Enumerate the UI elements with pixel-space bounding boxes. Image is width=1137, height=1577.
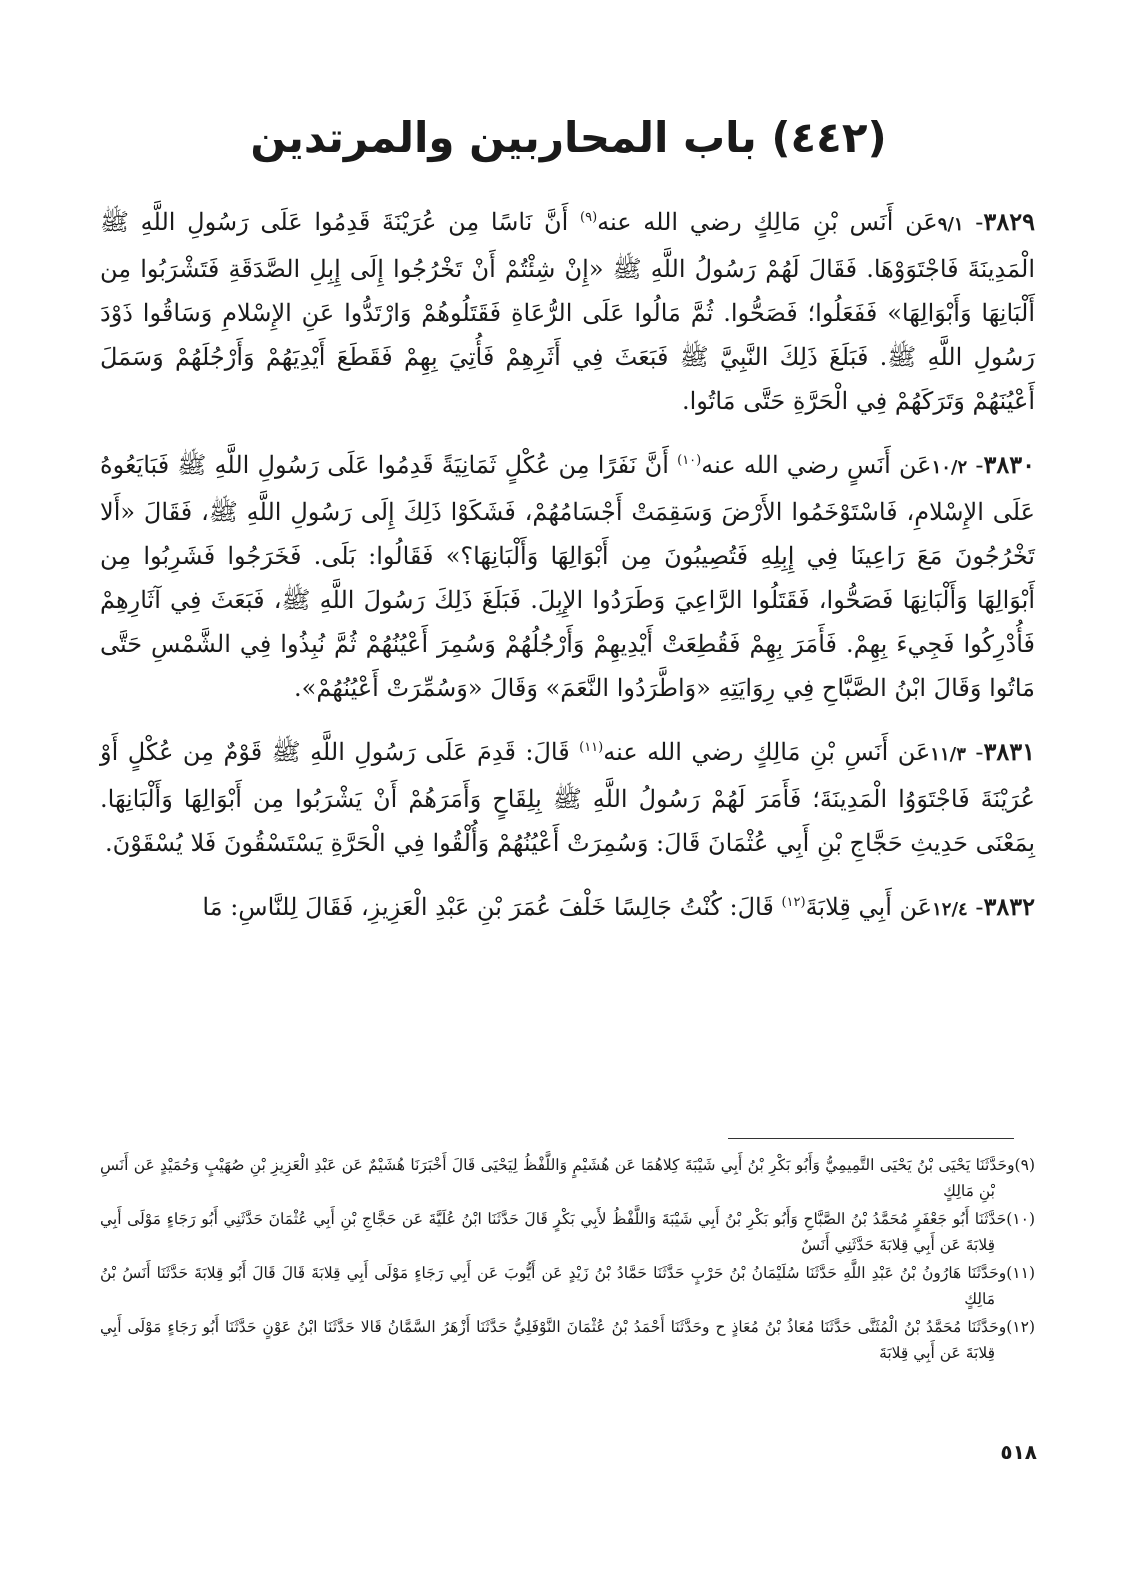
hadith-number: ٣٨٣٠ <box>983 450 1035 479</box>
hadith-narrator: عَن أَبِي قِلابَةَ <box>805 893 933 921</box>
hadith-narrator: عَن أَنَسِ بْنِ مَالِكٍ رضي الله عنه <box>603 738 931 766</box>
hadith-number: ٣٨٣٢ <box>983 892 1035 921</box>
hadith-3829: ٣٨٢٩- ٩/١عَن أَنَس بْنِ مَالِكٍ رضي الله عنه$^{(٩)}$ أَنَّ نَاسًا مِن عُرَيْنَةَ قَدِمُوا عَلَى رَسُولِ اللَّهِ ﷺ الْمَدِينَةَ فَاجْتَوَوْهَا. فَقَالَ لَهُمْ رَسُولُ اللَّهِ ﷺ «إِنْ شِئْتُمْ أَنْ تَخْرُجُوا إِلَى إِبِلِ الصَّدَقَةِ فَتَشْرَبُوا مِن أَلْبَانِهَا وَأَبْوَالِهَا» فَفَعَلُوا؛ فَصَحُّوا. ثُمَّ مَالُوا عَلَى الرُّعَاةِ فَقَتَلُوهُمْ وَارْتَدُّوا عَنِ الإِسْلامِ وَسَاقُوا ذَوْدَ رَسُولِ اللَّهِ ﷺ. فَبَلَغَ ذَلِكَ النَّبِيَّ ﷺ فَبَعَثَ فِي أَثَرِهِمْ فَأُتِيَ بِهِمْ فَقَطَعَ أَيْدِيَهُمْ وَأَرْجُلَهُمْ وَسَمَلَ أَعْيُنَهُمْ وَتَرَكَهُمْ فِي الْحَرَّةِ حَتَّى مَاتُوا. <box>100 207 1036 415</box>
hadith-body <box>100 196 1035 948</box>
chapter-title: (٤٤٢) باب المحاربين والمرتدين <box>250 113 887 162</box>
hadith-sub-number: ١٢/٤ <box>932 899 968 920</box>
hadith-3830: ٣٨٣٠- ١٠/٢عَن أَنَسٍ رضي الله عنه$^{(١٠)}$ أَنَّ نَفَرًا مِن عُكْلٍ ثَمَانِيَةً قَدِمُوا عَلَى رَسُولِ اللَّهِ ﷺ فَبَايَعُوهُ عَلَى الإِسْلامِ، فَاسْتَوْخَمُوا الأَرْضَ وَسَقِمَتْ أَجْسَامُهُمْ، فَشَكَوْا ذَلِكَ إِلَى رَسُولِ اللَّهِ ﷺ، فَقَالَ «أَلا تَخْرُجُونَ مَعَ رَاعِينَا فِي إِبِلِهِ فَتُصِيبُونَ مِن أَبْوَالِهَا وَأَلْبَانِهَا؟» فَقَالُوا: بَلَى. فَخَرَجُوا فَشَرِبُوا مِن أَبْوَالِهَا وَأَلْبَانِهَا فَصَحُّوا، فَقَتَلُوا الرَّاعِيَ وَطَرَدُوا الإِبِلَ. فَبَلَغَ ذَلِكَ رَسُولَ اللَّهِ ﷺ، فَبَعَثَ فِي آثَارِهِمْ فَأُدْرِكُوا فَجِيءَ بِهِمْ. فَأَمَرَ بِهِمْ فَقُطِعَتْ أَيْدِيهِمْ وَأَرْجُلُهُمْ وَسُمِرَ أَعْيُنُهُمْ ثُمَّ نُبِذُوا فِي الشَّمْسِ حَتَّى مَاتُوا وَقَالَ ابْنُ الصَّبَّاحِ فِي رِوَايَتِهِ «وَاطَّرَدُوا النَّعَمَ» وَقَالَ «وَسُمِّرَتْ أَعْيُنُهُمْ». <box>100 450 1035 702</box>
footnotes <box>100 1152 1035 1368</box>
hadith-narrator: عَن أَنَسٍ رضي الله عنه <box>701 451 932 479</box>
hadith-number: ٣٨٢٩ <box>983 207 1035 236</box>
hadith-3832: ٣٨٣٢- ١٢/٤عَن أَبِي قِلابَةَ$^{(١٢)}$ قَالَ: كُنْتُ جَالِسًا خَلْفَ عُمَرَ بْنِ عَبْدِ الْعَزِيزِ، فَقَالَ لِلنَّاسِ: مَا <box>202 892 1035 921</box>
hadith-text: قَالَ: كُنْتُ جَالِسًا خَلْفَ عُمَرَ بْنِ عَبْدِ الْعَزِيزِ، فَقَالَ لِلنَّاسِ: مَا <box>202 893 782 921</box>
footnote-ref[interactable]: (١٠) <box>677 453 702 468</box>
footnote-ref[interactable]: (١١) <box>579 740 604 755</box>
hadith-number: ٣٨٣١ <box>983 737 1035 766</box>
hadith-3831: ٣٨٣١- ١١/٣عَن أَنَسِ بْنِ مَالِكٍ رضي الله عنه$^{(١١)}$ قَالَ: قَدِمَ عَلَى رَسُولِ اللَّهِ ﷺ قَوْمٌ مِن عُكْلٍ أَوْ عُرَيْنَةَ فَاجْتَوَوُا الْمَدِينَةَ؛ فَأَمَرَ لَهُمْ رَسُولُ اللَّهِ ﷺ بِلِقَاحٍ وَأَمَرَهُمْ أَنْ يَشْرَبُوا مِن أَبْوَالِهَا وَأَلْبَانِهَا. بِمَعْنَى حَدِيثِ حَجَّاجِ بْنِ أَبِي عُثْمَانَ قَالَ: وَسُمِرَتْ أَعْيُنُهُمْ وَأُلْقُوا فِي الْحَرَّةِ يَسْتَسْقُونَ فَلا يُسْقَوْنَ. <box>100 737 1035 857</box>
footnote-divider <box>728 1138 1014 1139</box>
hadith-text: قَالَ: قَدِمَ عَلَى رَسُولِ اللَّهِ ﷺ قَوْمٌ مِن عُكْلٍ أَوْ عُرَيْنَةَ فَاجْتَوَوُا الْمَدِينَةَ؛ فَأَمَرَ لَهُمْ رَسُولُ اللَّهِ ﷺ بِلِقَاحٍ وَأَمَرَهُمْ أَنْ يَشْرَبُوا مِن أَبْوَالِهَا وَأَلْبَانِهَا. بِمَعْنَى حَدِيثِ حَجَّاجِ بْنِ أَبِي عُثْمَانَ قَالَ: وَسُمِرَتْ أَعْيُنُهُمْ وَأُلْقُوا فِي الْحَرَّةِ يَسْتَسْقُونَ فَلا يُسْقَوْنَ. <box>100 738 1035 857</box>
hadith-text: أَنَّ نَاسًا مِن عُرَيْنَةَ قَدِمُوا عَلَى رَسُولِ اللَّهِ ﷺ الْمَدِينَةَ فَاجْتَوَوْهَا. فَقَالَ لَهُمْ رَسُولُ اللَّهِ ﷺ «إِنْ شِئْتُمْ أَنْ تَخْرُجُوا إِلَى إِبِلِ الصَّدَقَةِ فَتَشْرَبُوا مِن أَلْبَانِهَا وَأَبْوَالِهَا» فَفَعَلُوا؛ فَصَحُّوا. ثُمَّ مَالُوا عَلَى الرُّعَاةِ فَقَتَلُوهُمْ وَارْتَدُّوا عَنِ الإِسْلامِ وَسَاقُوا ذَوْدَ رَسُولِ اللَّهِ ﷺ. فَبَلَغَ ذَلِكَ النَّبِيَّ ﷺ فَبَعَثَ فِي أَثَرِهِمْ فَأُتِيَ بِهِمْ فَقَطَعَ أَيْدِيَهُمْ وَأَرْجُلَهُمْ وَسَمَلَ أَعْيُنَهُمْ وَتَرَكَهُمْ فِي الْحَرَّةِ حَتَّى مَاتُوا. <box>100 208 1036 415</box>
footnote-11: (١١)وحَدَّثَنَا هَارُونُ بْنُ عَبْدِ اللَّهِ حَدَّثَنَا سُلَيْمَانُ بْنُ حَرْبٍ حَدَّثَنَا حَمَّادُ بْنُ زَيْدٍ عَن أَيُّوبَ عَن أَبِي رَجَاءٍ مَوْلَى أَبِي قِلابَةَ قَالَ قَالَ أَبُو قِلابَةَ حَدَّثَنَا أَنَسُ بْنُ مَالِكٍ <box>100 1264 1035 1308</box>
footnote-ref[interactable]: (٩) <box>580 210 598 225</box>
hadith-narrator: عَن أَنَس بْنِ مَالِكٍ رضي الله عنه <box>597 208 938 236</box>
page-number: ٥١٨ <box>1000 1440 1037 1464</box>
footnote-ref[interactable]: (١٢) <box>781 895 806 910</box>
footnote-10: (١٠)حَدَّثَنَا أَبُو جَعْفَرٍ مُحَمَّدُ بْنُ الصَّبَّاحِ وَأَبُو بَكْرِ بْنُ أَبِي شَيْبَةَ وَاللَّفْظُ لأَبِي بَكْرٍ قَالَ حَدَّثَنَا ابْنُ عُلَيَّةَ عَن حَجَّاجِ بْنِ أَبِي عُثْمَانَ حَدَّثَنِي أَبُو رَجَاءٍ مَوْلَى أَبِي قِلابَةَ عَن أَبِي قِلابَةَ حَدَّثَنِي أَنَسٌ <box>100 1210 1035 1254</box>
hadith-sub-number: ٩/١ <box>937 214 964 235</box>
hadith-sub-number: ١٠/٢ <box>931 457 968 478</box>
footnote-9: (٩)وحَدَّثَنَا يَحْيَى بْنُ يَحْيَى التَّمِيمِيُّ وَأَبُو بَكْرِ بْنُ أَبِي شَيْبَةَ كِلاهُمَا عَن هُشَيْمٍ وَاللَّفْظُ لِيَحْيَى قَالَ أَخْبَرَنَا هُشَيْمٌ عَن عَبْدِ الْعَزِيزِ بْنِ صُهَيْبٍ وَحُمَيْدٍ عَن أَنَسِ بْنِ مَالِكٍ <box>100 1156 1035 1200</box>
hadith-text: أَنَّ نَفَرًا مِن عُكْلٍ ثَمَانِيَةً قَدِمُوا عَلَى رَسُولِ اللَّهِ ﷺ فَبَايَعُوهُ عَلَى الإِسْلامِ، فَاسْتَوْخَمُوا الأَرْضَ وَسَقِمَتْ أَجْسَامُهُمْ، فَشَكَوْا ذَلِكَ إِلَى رَسُولِ اللَّهِ ﷺ، فَقَالَ «أَلا تَخْرُجُونَ مَعَ رَاعِينَا فِي إِبِلِهِ فَتُصِيبُونَ مِن أَبْوَالِهَا وَأَلْبَانِهَا؟» فَقَالُوا: بَلَى. فَخَرَجُوا فَشَرِبُوا مِن أَبْوَالِهَا وَأَلْبَانِهَا فَصَحُّوا، فَقَتَلُوا الرَّاعِيَ وَطَرَدُوا الإِبِلَ. فَبَلَغَ ذَلِكَ رَسُولَ اللَّهِ ﷺ، فَبَعَثَ فِي آثَارِهِمْ فَأُدْرِكُوا فَجِيءَ بِهِمْ. فَأَمَرَ بِهِمْ فَقُطِعَتْ أَيْدِيهِمْ وَأَرْجُلُهُمْ وَسُمِرَ أَعْيُنُهُمْ ثُمَّ نُبِذُوا فِي الشَّمْسِ حَتَّى مَاتُوا وَقَالَ ابْنُ الصَّبَّاحِ فِي رِوَايَتِهِ «وَاطَّرَدُوا النَّعَمَ» وَقَالَ «وَسُمِّرَتْ أَعْيُنُهُمْ». <box>100 451 1035 702</box>
footnote-12: (١٢)وحَدَّثَنَا مُحَمَّدُ بْنُ الْمُثَنَّى حَدَّثَنَا مُعَاذُ بْنُ مُعَاذٍ ح وحَدَّثَنَا أَحْمَدُ بْنُ عُثْمَانَ النَّوْفَلِيُّ حَدَّثَنَا أَزْهَرُ السَّمَّانُ قَالا حَدَّثَنَا ابْنُ عَوْنٍ حَدَّثَنَا أَبُو رَجَاءٍ مَوْلَى أَبِي قِلابَةَ عَن أَبِي قِلابَةَ <box>100 1318 1035 1362</box>
hadith-sub-number: ١١/٣ <box>930 744 966 765</box>
